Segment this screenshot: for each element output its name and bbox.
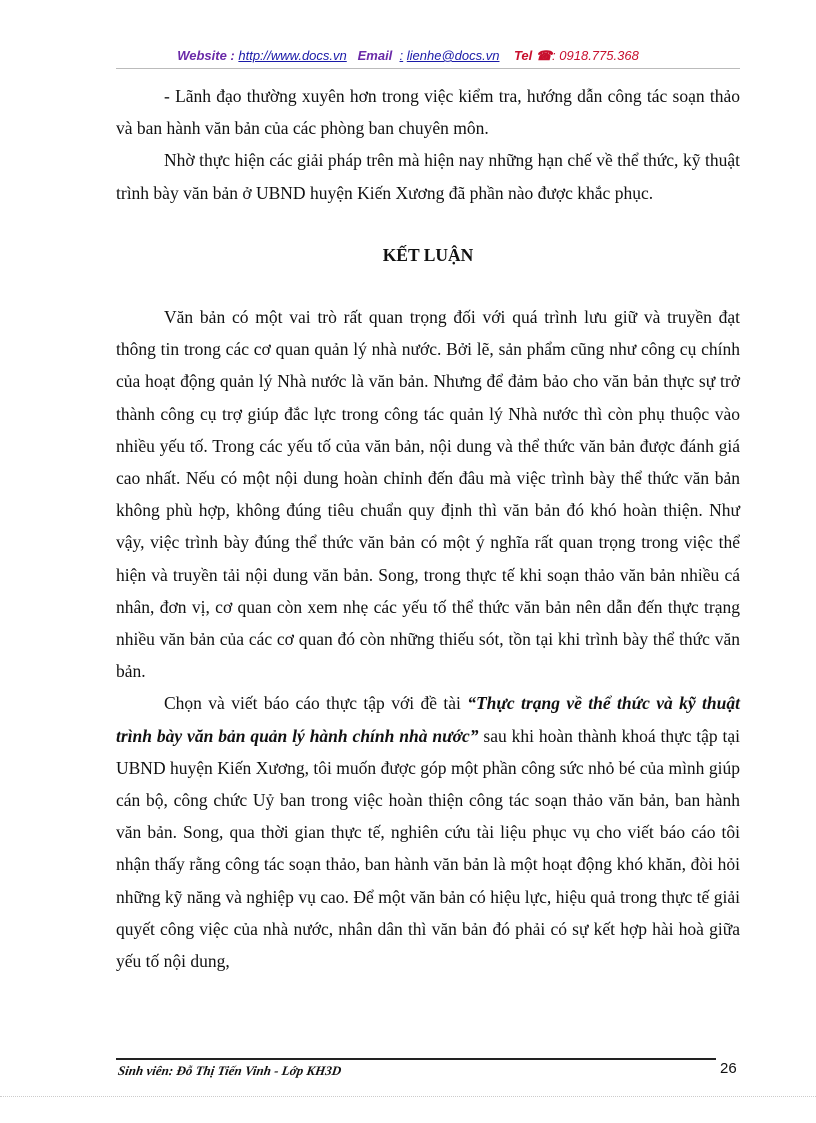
paragraph-3: Văn bản có một vai trò rất quan trọng đối với quá trình lưu giữ và truyền đạt thông tin trong các cơ quan quản lý nhà nước. Bởi lẽ, sản phẩm cũng như công cụ chính của hoạt động quản lý Nhà nước là văn bản. Nhưng để đảm bảo cho văn bản thực sự trở thành công cụ trợ giúp đắc lực trong công tác quản lý Nhà nước thì còn phụ thuộc vào nhiều yếu tố. Trong các yếu tố của văn bản, nội dung và thể thức văn bản được đánh giá cao nhất. Nếu có một nội dung hoàn chỉnh đến đâu mà việc trình bày thể thức văn bản không phù hợp, không đúng tiêu chuẩn quy định thì văn bản đó khó hoàn thiện. Như vậy, việc trình bày đúng thể thức văn bản có một ý nghĩa rất quan trọng trong việc thể hiện và truyền tải nội dung văn bản. Song, trong thực tế khi soạn thảo văn bản nhiều cá nhân, đơn vị, cơ quan còn xem nhẹ các yếu tố thể thức văn bản nên dẫn đến thực trạng nhiều văn bản của các cơ quan đó còn những thiếu sót, tồn tại khi trình bày thể thức văn bản. xyxy=(116,307,740,682)
website-link[interactable]: http://www.docs.vn xyxy=(238,48,347,63)
paragraph-4 xyxy=(116,687,740,977)
paragraph-2: Nhờ thực hiện các giải pháp trên mà hiện nay những hạn chế về thể thức, kỹ thuật trình bày văn bản ở UBND huyện Kiến Xương đã phần nào được khắc phục. xyxy=(116,150,740,203)
footer-author: Sinh viên: Đỗ Thị Tiến Vinh - Lớp KH3D xyxy=(117,1063,343,1078)
header-divider xyxy=(116,68,740,69)
tel-label: Tel ☎ xyxy=(513,48,553,63)
footer-divider xyxy=(116,1058,716,1060)
website-label: Website : xyxy=(177,48,235,63)
section-heading: KẾT LUẬN xyxy=(382,244,474,265)
paragraph-1: - Lãnh đạo thường xuyên hơn trong việc kiểm tra, hướng dẫn công tác soạn thảo và ban hành văn bản của các phòng ban chuyên môn. xyxy=(116,86,740,139)
page-header xyxy=(0,48,816,64)
paragraph-4-start: Chọn và viết báo cáo thực tập với đề tài xyxy=(164,693,468,714)
report-title: “Thực trạng về thể thức và kỹ thuật trình bày văn bản quản lý hành chính nhà nước” xyxy=(116,693,740,746)
tel-number: : 0918.775.368 xyxy=(552,48,639,63)
page-number: 26 xyxy=(720,1060,737,1077)
paragraph-4-rest: sau khi hoàn thành khoá thực tập tại UBND huyện Kiến Xương, tôi muốn được góp một phần công sức nhỏ bé của mình giúp cán bộ, công chức Uỷ ban trong việc hoàn thiện công tác soạn thảo văn bản, ban hành văn bản. Song, qua thời gian thực tế, nghiên cứu tài liệu phục vụ cho viết báo cáo tôi nhận thấy rằng công tác soạn thảo, ban hành văn bản là một hoạt động khó khăn, đòi hỏi những kỹ năng và nghiệp vụ cao. Để một văn bản có hiệu lực, hiệu quả trong thực tế giải quyết công việc của nhà nước, nhân dân thì văn bản đó phải có sự kết hợp hài hoà giữa yếu tố nội dung, xyxy=(116,725,741,972)
email-separator: : xyxy=(399,48,404,63)
page-edge xyxy=(0,1096,816,1097)
email-label: Email xyxy=(357,48,393,63)
email-link[interactable]: lienhe@docs.vn xyxy=(406,48,500,63)
document-body xyxy=(116,80,740,977)
